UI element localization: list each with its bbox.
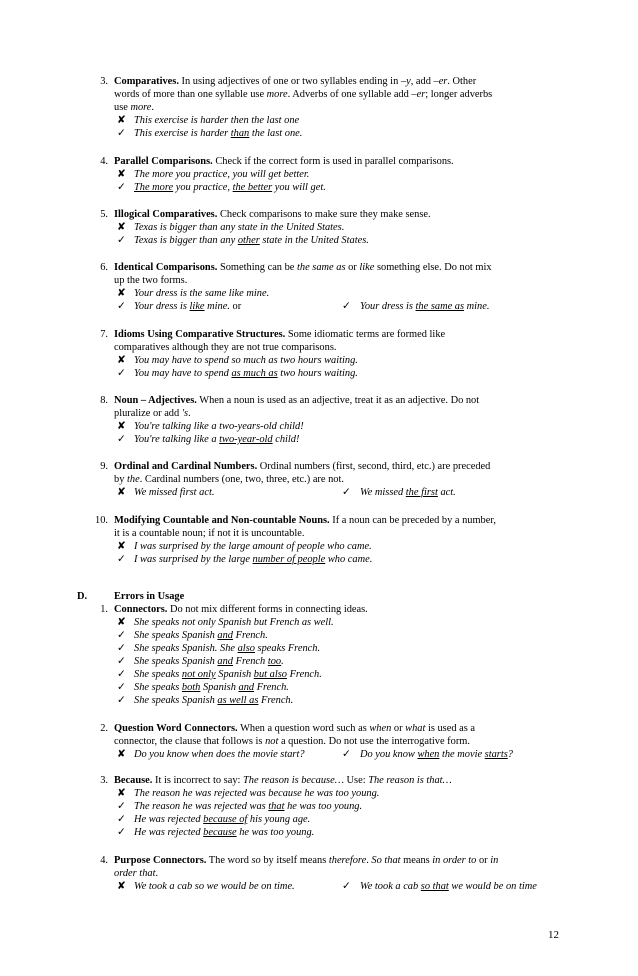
item-text-line — [114, 867, 574, 880]
item-heading: Because. — [114, 775, 153, 786]
cross-icon: ✘ — [117, 881, 126, 892]
text-run: She speaks Spanish — [134, 695, 218, 706]
text-run: Do you know when does the movie start? — [134, 749, 305, 760]
text-run: The reason he was rejected was — [134, 801, 269, 812]
emphasis-text: the same as — [297, 262, 346, 273]
text-run: . — [155, 868, 159, 879]
check-icon: ✓ — [117, 695, 126, 706]
item-text-line — [114, 75, 574, 88]
example-sentence — [114, 181, 574, 194]
emphasis-text: when — [369, 723, 392, 734]
check-icon: ✓ — [117, 301, 126, 312]
underlined-text: and — [217, 630, 233, 641]
text-run: She speaks Spanish. She — [134, 643, 238, 654]
text-run: Texas is bigger than any state in the United States. — [134, 222, 345, 233]
text-run: the movie — [439, 749, 485, 760]
underlined-text: and — [217, 656, 233, 667]
underlined-text: too — [267, 656, 282, 667]
text-run: comparatives although they are not true comparisons. — [114, 342, 337, 353]
item-text-line — [114, 735, 574, 748]
check-icon: ✓ — [117, 801, 126, 812]
text-run: we would be on time — [448, 881, 537, 892]
emphasis-text: the — [127, 474, 140, 485]
text-run: you will get. — [272, 182, 326, 193]
underlined-text: number of people — [252, 554, 326, 565]
text-run: . — [188, 408, 191, 419]
underlined-text: two-year-old — [219, 434, 273, 445]
emphasis-text: So that — [371, 855, 401, 866]
text-run: means — [400, 855, 433, 866]
underlined-text: than — [230, 128, 250, 139]
text-run: ; longer adverbs — [425, 89, 493, 100]
item-number: 5. — [100, 209, 108, 220]
text-run: or — [476, 855, 491, 866]
text-run: you practice, — [173, 182, 233, 193]
example-sentence — [114, 553, 574, 566]
text-run: When a question word such as — [240, 723, 370, 734]
underlined-text: but also — [253, 669, 287, 680]
example-alternative — [342, 486, 456, 499]
text-run: He was rejected — [134, 827, 204, 838]
example-sentence — [114, 168, 574, 181]
item-identical-comparisons — [100, 261, 574, 313]
item-heading: Ordinal and Cardinal Numbers. — [114, 461, 258, 472]
text-run: . — [281, 656, 284, 667]
text-run: use — [114, 102, 131, 113]
cross-icon: ✘ — [117, 115, 126, 126]
emphasis-text: more — [266, 89, 288, 100]
underlined-text: as well as — [217, 695, 259, 706]
item-number: 6. — [100, 262, 108, 273]
check-icon: ✓ — [117, 669, 126, 680]
underlined-text: so that — [420, 881, 449, 892]
item-heading: Noun – Adjectives. — [114, 395, 197, 406]
item-number: 2. — [100, 723, 108, 734]
text-run: Use: — [343, 775, 369, 786]
item-ordinal-cardinal — [100, 460, 574, 499]
text-run: pluralize or add — [114, 408, 182, 419]
check-icon: ✓ — [117, 643, 126, 654]
text-run: . — [366, 855, 372, 866]
item-text-line — [114, 603, 574, 616]
cross-icon: ✘ — [117, 421, 126, 432]
text-run: Check comparisons to make sure they make sense. — [219, 209, 431, 220]
text-run: This exercise is harder then the last one — [134, 115, 300, 126]
emphasis-text: more — [130, 102, 152, 113]
example-sentence — [114, 287, 574, 300]
example-sentence — [114, 114, 574, 127]
example-alternative — [342, 300, 489, 313]
text-run: a question. Do not use the interrogative form. — [278, 736, 470, 747]
item-number: 9. — [100, 461, 108, 472]
text-run: words of more than one syllable use — [114, 89, 267, 100]
emphasis-text: so — [251, 855, 261, 866]
example-sentence — [114, 234, 574, 247]
item-heading: Parallel Comparisons. — [114, 156, 213, 167]
example-sentence — [114, 300, 574, 313]
text-run: If a noun can be preceded by a number, — [332, 515, 497, 526]
cross-icon: ✘ — [117, 222, 126, 233]
emphasis-text: therefore — [328, 855, 367, 866]
text-run: We missed — [360, 487, 406, 498]
text-run: two hours waiting. — [277, 368, 358, 379]
check-icon: ✓ — [342, 487, 351, 498]
example-sentence — [114, 668, 574, 681]
text-run: or — [345, 262, 360, 273]
text-run: up the two forms. — [114, 275, 188, 286]
check-icon: ✓ — [117, 827, 126, 838]
text-run: We missed first act. — [134, 487, 215, 498]
emphasis-text: in — [490, 855, 499, 866]
text-run: French. — [258, 695, 294, 706]
item-countable-nouns — [95, 514, 574, 566]
item-text-line — [114, 527, 574, 540]
text-run: his young age. — [247, 814, 311, 825]
check-icon: ✓ — [117, 182, 126, 193]
text-run: who came. — [325, 554, 373, 565]
text-run: ? — [507, 749, 513, 760]
example-alternative — [342, 748, 513, 761]
item-number: 4. — [100, 156, 108, 167]
text-run: French. — [233, 630, 268, 641]
underlined-text: the same as — [415, 301, 465, 312]
example-sentence — [114, 748, 574, 761]
item-text-line — [114, 101, 574, 114]
item-heading: Comparatives. — [114, 76, 179, 87]
item-text-line — [114, 155, 574, 168]
text-run: connector, the clause that follows is — [114, 736, 266, 747]
text-run: or — [232, 301, 242, 312]
item-number: 4. — [100, 855, 108, 866]
text-run: French. — [286, 669, 322, 680]
emphasis-text: The reason is because… — [243, 775, 344, 786]
text-run: She speaks Spanish — [134, 630, 218, 641]
text-run: mine. — [464, 301, 490, 312]
check-icon: ✓ — [342, 881, 351, 892]
item-text-line — [114, 341, 574, 354]
text-run: The more you practice, you will get better. — [134, 169, 310, 180]
item-connectors — [100, 603, 574, 707]
item-text-line — [114, 514, 574, 527]
underlined-text: other — [237, 235, 260, 246]
emphasis-text: 's — [181, 408, 189, 419]
underlined-text: because — [203, 827, 237, 838]
text-run: state in the United States. — [259, 235, 369, 246]
text-run: I was surprised by the large amount of people who came. — [134, 541, 372, 552]
item-heading: Illogical Comparatives. — [114, 209, 218, 220]
item-text-line — [114, 460, 574, 473]
check-icon: ✓ — [117, 434, 126, 445]
underlined-text: as much as — [231, 368, 278, 379]
text-run: I was surprised by the large — [134, 554, 253, 565]
underlined-text: and — [238, 682, 255, 693]
emphasis-text: y — [406, 76, 411, 87]
item-number: 7. — [100, 329, 108, 340]
text-run: You may have to spend — [134, 368, 232, 379]
text-run: French — [233, 656, 268, 667]
example-sentence — [114, 813, 574, 826]
item-heading: Idioms Using Comparative Structures. — [114, 329, 286, 340]
text-run: Do not mix different forms in connecting ideas. — [170, 604, 368, 615]
item-number: 1. — [100, 604, 108, 615]
text-run: We took a cab so we would be on time. — [134, 881, 295, 892]
example-sentence — [114, 681, 574, 694]
text-run: it is a countable noun; if not it is uncountable. — [114, 528, 305, 539]
item-question-word-connectors — [100, 722, 574, 761]
cross-icon: ✘ — [117, 288, 126, 299]
cross-icon: ✘ — [117, 355, 126, 366]
text-run: by itself means — [260, 855, 329, 866]
text-run: the last one. — [249, 128, 303, 139]
text-run: , add – — [410, 76, 439, 87]
underlined-text: starts — [484, 749, 508, 760]
example-sentence — [114, 221, 574, 234]
item-illogical-comparatives — [100, 208, 574, 247]
item-text-line — [114, 407, 574, 420]
item-text-line — [114, 854, 574, 867]
check-icon: ✓ — [117, 656, 126, 667]
underlined-text: like — [189, 301, 205, 312]
text-run: . — [151, 102, 155, 113]
text-run: act. — [437, 487, 456, 498]
cross-icon: ✘ — [117, 749, 126, 760]
text-run: This exercise is harder — [134, 128, 231, 139]
example-sentence — [114, 800, 574, 813]
item-number: 8. — [100, 395, 108, 406]
item-text-line — [114, 261, 574, 274]
item-heading: Question Word Connectors. — [114, 723, 238, 734]
underlined-text: both — [181, 682, 201, 693]
example-sentence — [114, 616, 574, 629]
item-text-line — [114, 774, 574, 787]
underlined-text: The more — [134, 182, 174, 193]
text-run: Ordinal numbers (first, second, third, etc.) are preceded — [259, 461, 491, 472]
section-letter: D. — [77, 591, 88, 602]
item-text-line — [114, 208, 574, 221]
text-run: . Adverbs of one syllable add – — [287, 89, 417, 100]
check-icon: ✓ — [342, 301, 351, 312]
check-icon: ✓ — [117, 554, 126, 565]
emphasis-text: order that — [114, 868, 156, 879]
item-text-line — [114, 473, 574, 486]
text-run: We took a cab — [360, 881, 421, 892]
example-sentence — [114, 433, 574, 446]
text-run: The reason he was rejected was because he was too young. — [134, 788, 380, 799]
text-run: Some idiomatic terms are formed like — [287, 329, 446, 340]
text-run: Texas is bigger than any — [134, 235, 238, 246]
item-idioms-comparative — [100, 328, 574, 380]
item-heading: Connectors. — [114, 604, 168, 615]
emphasis-text: er — [438, 76, 448, 87]
emphasis-text: what — [405, 723, 426, 734]
text-run: is used as a — [425, 723, 475, 734]
check-icon: ✓ — [117, 814, 126, 825]
text-run: something else. Do not mix — [374, 262, 492, 273]
example-sentence — [114, 629, 574, 642]
text-run: The word — [208, 855, 252, 866]
item-text-line — [114, 328, 574, 341]
text-run: mine. — [204, 301, 233, 312]
cross-icon: ✘ — [117, 541, 126, 552]
example-sentence — [114, 880, 574, 893]
section-heading: Errors in Usage — [114, 591, 185, 602]
check-icon: ✓ — [117, 235, 126, 246]
text-run: child! — [272, 434, 300, 445]
example-sentence — [114, 540, 574, 553]
example-sentence — [114, 420, 574, 433]
text-run: French. — [254, 682, 289, 693]
text-run: When a noun is used as an adjective, treat it as an adjective. Do not — [199, 395, 480, 406]
check-icon: ✓ — [342, 749, 351, 760]
page-number: 12 — [548, 929, 559, 941]
example-alternative — [342, 880, 537, 893]
text-run: Spanish — [200, 682, 239, 693]
cross-icon: ✘ — [117, 788, 126, 799]
example-sentence — [114, 787, 574, 800]
example-sentence — [114, 354, 574, 367]
item-because — [100, 774, 574, 839]
emphasis-text: like — [359, 262, 375, 273]
check-icon: ✓ — [117, 682, 126, 693]
check-icon: ✓ — [117, 128, 126, 139]
item-heading: Purpose Connectors. — [114, 855, 207, 866]
item-text-line — [114, 274, 574, 287]
emphasis-text: The reason is that… — [368, 775, 452, 786]
item-text-line — [114, 722, 574, 735]
check-icon: ✓ — [117, 368, 126, 379]
underlined-text: when — [417, 749, 440, 760]
text-run: She speaks — [134, 682, 182, 693]
item-number: 3. — [100, 775, 108, 786]
item-heading: Identical Comparisons. — [114, 262, 218, 273]
item-number: 3. — [100, 76, 108, 87]
item-noun-adjectives — [100, 394, 574, 446]
item-number: 10. — [95, 515, 108, 526]
text-run: . Other — [447, 76, 477, 87]
text-run: In using adjectives of one or two syllables ending in – — [181, 76, 407, 87]
text-run: Spanish — [215, 669, 254, 680]
example-sentence — [114, 367, 574, 380]
underlined-text: that — [268, 801, 285, 812]
text-run: Do you know — [360, 749, 418, 760]
text-run: Your dress is — [134, 301, 190, 312]
text-run: You're talking like a two-years-old child! — [134, 421, 304, 432]
item-purpose-connectors — [100, 854, 574, 893]
text-run: She speaks not only Spanish but French as well. — [134, 617, 334, 628]
example-sentence — [114, 694, 574, 707]
underlined-text: because of — [203, 814, 248, 825]
example-sentence — [114, 486, 574, 499]
text-run: You're talking like a — [134, 434, 220, 445]
example-sentence — [114, 655, 574, 668]
text-run: She speaks — [134, 669, 182, 680]
text-run: . Cardinal numbers (one, two, three, etc.) are not. — [139, 474, 344, 485]
text-run: It is incorrect to say: — [155, 775, 244, 786]
underlined-text: the first — [405, 487, 438, 498]
item-text-line — [114, 88, 574, 101]
item-heading: Modifying Countable and Non-countable Nouns. — [114, 515, 330, 526]
text-run: by — [114, 474, 127, 485]
underlined-text: not only — [181, 669, 216, 680]
text-run: He was rejected — [134, 814, 204, 825]
emphasis-text: er — [416, 89, 426, 100]
cross-icon: ✘ — [117, 487, 126, 498]
item-text-line — [114, 394, 574, 407]
underlined-text: the better — [232, 182, 273, 193]
example-sentence — [114, 127, 574, 140]
text-run: You may have to spend so much as two hours waiting. — [134, 355, 358, 366]
item-parallel-comparisons — [100, 155, 574, 194]
text-run: Your dress is the same like mine. — [134, 288, 270, 299]
example-sentence — [114, 642, 574, 655]
item-comparatives — [100, 75, 574, 140]
text-run: Check if the correct form is used in parallel comparisons. — [215, 156, 454, 167]
text-run: he was too young. — [236, 827, 315, 838]
emphasis-text: in order to — [432, 855, 477, 866]
text-run: speaks French. — [254, 643, 321, 654]
text-run: She speaks Spanish — [134, 656, 218, 667]
underlined-text: also — [237, 643, 255, 654]
emphasis-text: not — [265, 736, 279, 747]
cross-icon: ✘ — [117, 169, 126, 180]
text-run: Your dress is — [360, 301, 416, 312]
text-run: he was too young. — [284, 801, 363, 812]
text-run: Something can be — [219, 262, 298, 273]
example-sentence — [114, 826, 574, 839]
text-run: or — [391, 723, 406, 734]
check-icon: ✓ — [117, 630, 126, 641]
cross-icon: ✘ — [117, 617, 126, 628]
